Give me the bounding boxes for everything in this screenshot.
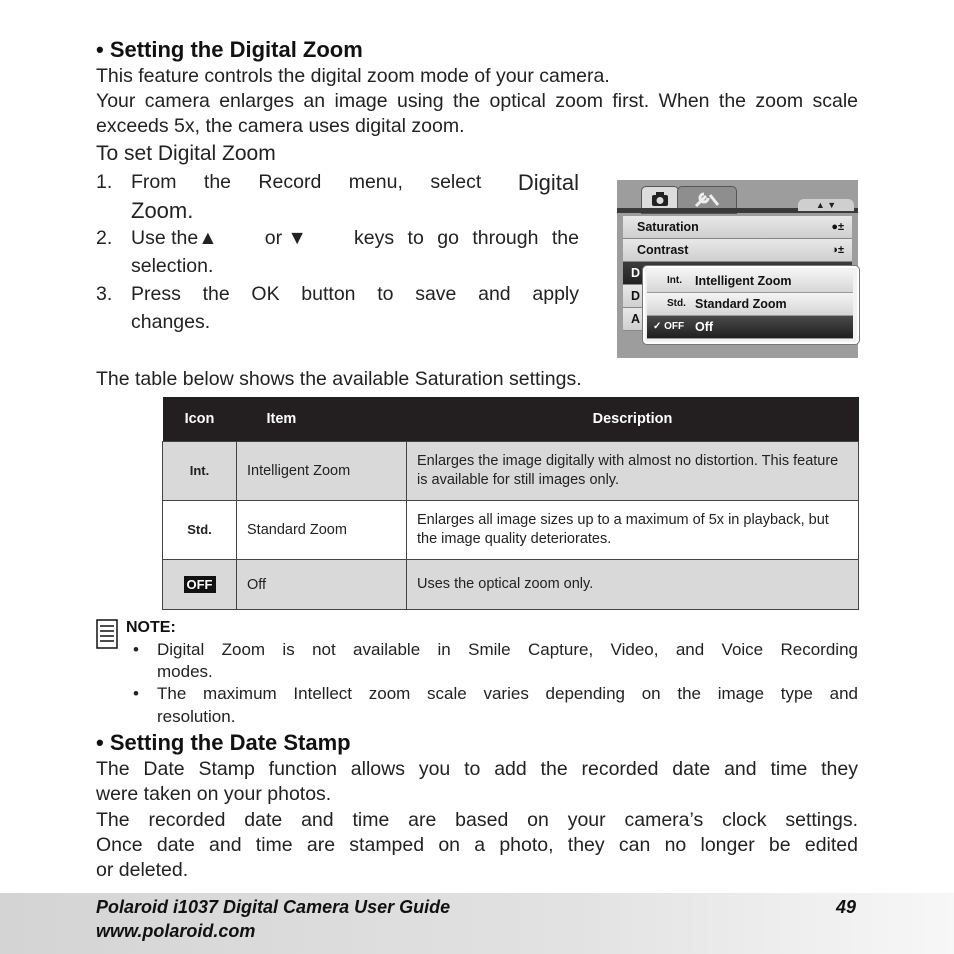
description-cell: Uses the optical zoom only. [407,560,859,610]
item-cell: Standard Zoom [237,501,407,560]
step-2-line-2: selection. [131,255,214,277]
table-header-row [163,397,859,442]
paragraph-optical-zoom: Your camera enlarges an image using the optical zoom first. When the zoom scale exceeds 5x, the camera uses digital zoom. [96,90,858,137]
description-cell: Enlarges all image sizes up to a maximum of 5x in playback, but the image quality deteriorates. [407,501,859,560]
menu-row-saturation: Saturation ●± [623,216,852,239]
step-number-1: 1. [96,171,113,193]
table-row [163,442,859,501]
subheading-set-digital-zoom: To set Digital Zoom [96,142,276,165]
standard-zoom-icon: Std. [667,298,686,309]
step-3-line-2: changes. [131,311,211,333]
scroll-arrows-icon: ▲ ▼ [798,199,854,211]
header-item: Item [237,397,407,442]
item-cell: Intelligent Zoom [237,442,407,501]
option-intelligent-zoom: Int. Intelligent Zoom [647,270,853,293]
step-1-menu-name: Digital [517,170,579,195]
footer-url[interactable]: www.polaroid.com [96,921,256,941]
note-item-1-line-1: Digital Zoom is not available in Smile Capture, Video, and Voice Recording [157,640,858,659]
date-stamp-p2-line-1: The recorded date and time are based on your camera’s clock settings. [96,809,858,831]
page-number: 49 [836,897,857,917]
zoom-options-popup [643,266,859,344]
menu-row-digital-zoom: D [623,262,852,285]
step-1-line-2: Zoom. [131,198,194,223]
contrast-icon: ◑± [831,244,844,256]
menu-row-a: A [623,308,852,331]
date-stamp-p1-line-1: The Date Stamp function allows you to add the recorded date and time they [96,758,858,780]
table-row [163,501,859,560]
footer-title: Polaroid i1037 Digital Camera User Guide [96,897,451,917]
up-arrow-icon: ▲ [198,227,218,249]
table-intro: The table below shows the available Saturation settings. [96,368,582,390]
paragraph-intro: This feature controls the digital zoom mode of your camera. [96,65,610,87]
camera-menu-screenshot [617,180,858,358]
off-icon: OFF [184,576,216,593]
note-item-2-line-1: The maximum Intellect zoom scale varies depending on the image type and [157,684,858,703]
down-arrow-icon: ▼ [287,227,307,249]
saturation-icon: ●± [831,221,844,233]
standard-zoom-icon: Std. [187,522,212,537]
option-standard-zoom: Std. Standard Zoom [647,293,853,316]
bullet-icon: • [133,640,139,659]
table-row [163,560,859,610]
header-description: Description [407,397,859,442]
step-1-line-1 [131,170,579,195]
step-3-line-1: Press the OK button to save and apply [131,283,579,305]
check-off-icon: ✓ OFF [653,321,685,332]
note-icon [96,619,118,649]
step-2-text-a: Use the [131,227,199,249]
intelligent-zoom-icon: Int. [667,275,682,286]
bullet-icon: • [133,684,139,703]
date-stamp-p1-line-2: were taken on your photos. [96,783,332,805]
date-stamp-p2-line-2: Once date and time are stamped on a photo, they can no longer be edited [96,834,858,856]
step-2-text-c: keys to go through the [354,227,579,249]
note-item-1-line-2: modes. [157,662,213,681]
step-2-text-b: or [264,227,283,249]
description-cell: Enlarges the image digitally with almost no distortion. This feature is available for still images only. [407,442,859,501]
section-heading-digital-zoom: • Setting the Digital Zoom [96,37,363,62]
step-number-3: 3. [96,283,113,305]
step-1-text: From the Record menu, select [131,171,482,193]
date-stamp-p2-line-3: or deleted. [96,859,189,881]
intelligent-zoom-icon: Int. [189,463,210,478]
step-2-line-1 [131,226,579,251]
item-cell: Off [237,560,407,610]
note-item-2-line-2: resolution. [157,707,236,726]
menu-row-contrast: Contrast ◑± [623,239,852,262]
menu-row-d: D [623,285,852,308]
step-number-2: 2. [96,227,113,249]
zoom-settings-table [162,397,859,610]
header-icon: Icon [163,397,237,442]
section-heading-date-stamp: • Setting the Date Stamp [96,730,351,755]
note-label: NOTE: [126,619,176,636]
option-off: ✓ OFF Off [647,316,853,339]
